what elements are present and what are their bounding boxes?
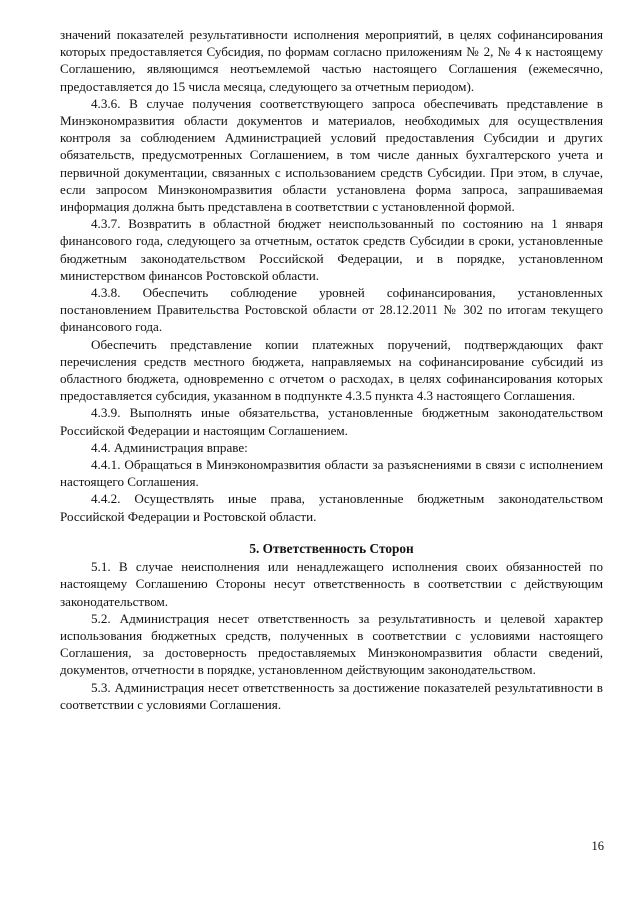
paragraph-4-3-6: 4.3.6. В случае получения соответствующего запроса обеспечивать представление в Минэкономразвития области документов и материалов, необходимых для осуществления контроля за соблюдением Администрацией условий предоставления Субсидии и других обязательств, предусмотренных Соглашением, в том числе данных бухгалтерского учета и первичной документации, связанных с использованием средств Субсидии. При этом, в случае, если запросом Минэкономразвития области установлена форма запроса, запрашиваемая информация должна быть представлена в соответствии с установленной формой.: [60, 95, 603, 215]
section-heading: 5. Ответственность Сторон: [249, 540, 414, 556]
page-number: 16: [591, 839, 604, 853]
paragraph-payment-copies: Обеспечить представление копии платежных поручений, подтверждающих факт перечисления средств местного бюджета, направляемых на софинансирование субсидий из областного бюджета, одновременно с отчетом о расходах, в целях софинансирования которых предоставляется субсидия, указанном в подпункте 4.3.5 пункта 4.3 настоящего Соглашения.: [60, 336, 603, 404]
paragraph-5-1: 5.1. В случае неисполнения или ненадлежащего исполнения своих обязанностей по настоящему Соглашению Стороны несут ответственность в соответствии с действующим законодательством.: [60, 559, 603, 609]
paragraph-continuation: значений показателей результативности исполнения мероприятий, в целях софинансирования которых предоставляется Субсидия, по формам согласно приложениям № 2, № 4 к настоящему Соглашению, являющимся неотъемлемой частью настоящего Соглашения (ежемесячно, предоставляется до 15 числа месяца, следующего за отчетным периодом).: [60, 27, 603, 94]
paragraph-4-3-7: 4.3.7. Возвратить в областной бюджет неиспользованный по состоянию на 1 января финансового года, следующего за отчетным, остаток средств Субсидии в сроки, установленные бюджетным законодательством Российской Федерации, и в порядке, установленном министерством финансов Ростовской области.: [60, 216, 603, 283]
paragraph-4-4-1: 4.4.1. Обращаться в Минэкономразвития области за разъяснениями в связи с исполнением настоящего Соглашения.: [60, 457, 603, 490]
paragraph-4-4: 4.4. Администрация вправе:: [91, 439, 248, 455]
paragraph-4-3-9: 4.3.9. Выполнять иные обязательства, установленные бюджетным законодательством Российской Федерации и настоящим Соглашением.: [60, 405, 603, 438]
paragraph-4-3-8: 4.3.8. Обеспечить соблюдение уровней софинансирования, установленных постановлением Правительства Ростовской области от 28.12.2011 № 302 по итогам текущего финансового года.: [60, 285, 603, 335]
document-page: [60, 26, 603, 713]
paragraph-4-4-2: 4.4.2. Осуществлять иные права, установленные бюджетным законодательством Российской Федерации и Ростовской области.: [60, 491, 603, 524]
paragraph-5-2: 5.2. Администрация несет ответственность за результативность и целевой характер использования бюджетных средств, полученных в соответствии с условиями настоящего Соглашения, за достоверность предоставляемых Минэкономразвития области сведений, документов, отчетности в порядке, установленном действующим законодательством.: [60, 610, 603, 678]
paragraph-5-3: 5.3. Администрация несет ответственность за достижение показателей результативности в соответствии с условиями Соглашения.: [60, 679, 603, 712]
